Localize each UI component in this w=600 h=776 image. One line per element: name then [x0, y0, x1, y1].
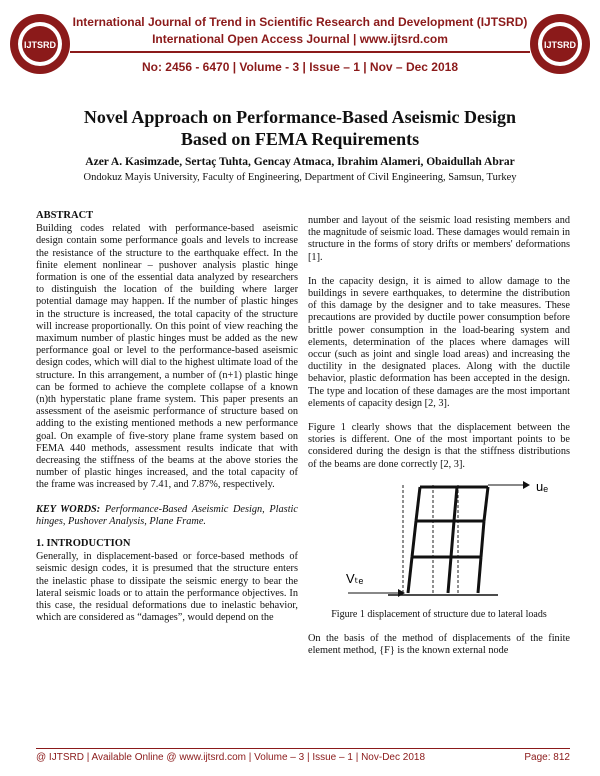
introduction-heading: 1. INTRODUCTION	[36, 538, 131, 550]
header-divider	[70, 51, 530, 53]
page-number: Page: 812	[524, 752, 570, 763]
right-para-1: number and layout of the seismic load resisting members and the magnitude of seismic load. These damages would remain in structure in the forms of story drifts or members' deformations [1].	[308, 215, 570, 263]
figure-label-v: Vₜₑ	[346, 570, 364, 586]
right-para-4: On the basis of the method of displacements of the finite element method, {F} is the known external node	[308, 633, 570, 657]
journal-logo-left	[8, 12, 72, 76]
journal-name: International Journal of Trend in Scientific Research and Development (IJTSRD)	[72, 15, 528, 29]
page-footer	[36, 752, 570, 763]
left-column	[36, 210, 298, 637]
keywords	[36, 504, 298, 528]
introduction-text: Generally, in displacement-based or force-based methods of seismic design codes, it is presumed that the structure enters the inelastic phase to dissipate the seismic energy to bear the lateral seismic loads or to attain the performance objectives. In this case, the residual deformations due to inelastic behavior, which are considered as “damages”, would depend on the	[36, 551, 298, 624]
svg-text:IJTSRD: IJTSRD	[23, 40, 57, 50]
right-para-2: In the capacity design, it is aimed to allow damage to the buildings in severe earthquakes, to determine the distribution of this damage by the designer and to take measures. These precautions are provided by ductile power consumption before brittle power consumption in the load-bearing system and elements, determination of the places where damages will occur (such as joint and single load areas) and increasing the ductility in the designated places. Along with the ductile behavior, plastic deformation has been accepted in the design. The type and location of these damages are the most important elements of capacity design [2, 3].	[308, 275, 570, 409]
figure-1-frame	[308, 475, 570, 605]
footer-divider	[36, 748, 570, 749]
svg-text:IJTSRD: IJTSRD	[543, 40, 577, 50]
right-column	[308, 215, 570, 669]
paper-authors: Azer A. Kasimzade, Sertaç Tuhta, Gencay Atmaca, Ibrahim Alameri, Obaidullah Abrar	[85, 156, 515, 168]
journal-subtitle: International Open Access Journal | www.ijtsrd.com	[152, 32, 448, 46]
paper-affiliation: Ondokuz Mayis University, Faculty of Engineering, Department of Civil Engineering, Samsun, Turkey	[83, 172, 517, 183]
keywords-text: Performance-Based Aseismic Design, Plastic hinges, Pushover Analysis, Plane Frame.	[36, 503, 298, 527]
deformed-frame	[408, 487, 488, 593]
abstract-text: Building codes related with performance-based aseismic design contain some performance goals and levels to increase the resistance of the structure to the earthquake effect. In the finite element nonlinear – pushover analysis plastic hinge formation is one of the essential data analyzed by researchers to distinguish the location of the building where larger potential damage may happen. If the number of plastic hinges in the structure is increased, the total capacity of the structure will increase proportionally. On this point of view reaching the maximum number of plastic hinges must be added as the new performance goal or level to the performance-based aseismic design codes, which will dial to the highest ultimate load of the structure. In this arrangement, a number of (n+1) plastic hinge can be formed to achieve the complete collapse of a known (n)th hyperstatic plane frame system. This paper presents an assessment of the aseismic performance of structure based on adding to the existing mentioned methods a new performance goal. On example of five-story plane frame system based on FEMA 440 methods, assessment results indicate that with decreasing the stiffness of the beams at the above stories the number of plastic hinges increased, and the total capacity of the frame was increased by 7.41, and 7.87%, respectively.	[36, 223, 298, 491]
journal-logo-right	[528, 12, 592, 76]
footer-info: @ IJTSRD | Available Online @ www.ijtsrd.com | Volume – 3 | Issue – 1 | Nov-Dec 2018	[36, 752, 425, 763]
keywords-label: KEY WORDS:	[36, 503, 101, 515]
issue-meta: No: 2456 - 6470 | Volume - 3 | Issue – 1 | Nov – Dec 2018	[141, 60, 458, 74]
journal-header	[0, 0, 600, 92]
abstract-heading: ABSTRACT	[36, 210, 94, 221]
figure-1-caption: Figure 1 displacement of structure due to lateral loads	[331, 608, 547, 620]
figure-label-u: uₑ	[536, 478, 549, 494]
right-para-3: Figure 1 clearly shows that the displacement between the stories is different. One of the most important points to be considered during the design is that the stiffness distributions of the beams are done correctly [2, 3].	[308, 422, 570, 470]
paper-title: Novel Approach on Performance-Based Aseismic Design Based on FEMA Requirements	[83, 107, 517, 149]
